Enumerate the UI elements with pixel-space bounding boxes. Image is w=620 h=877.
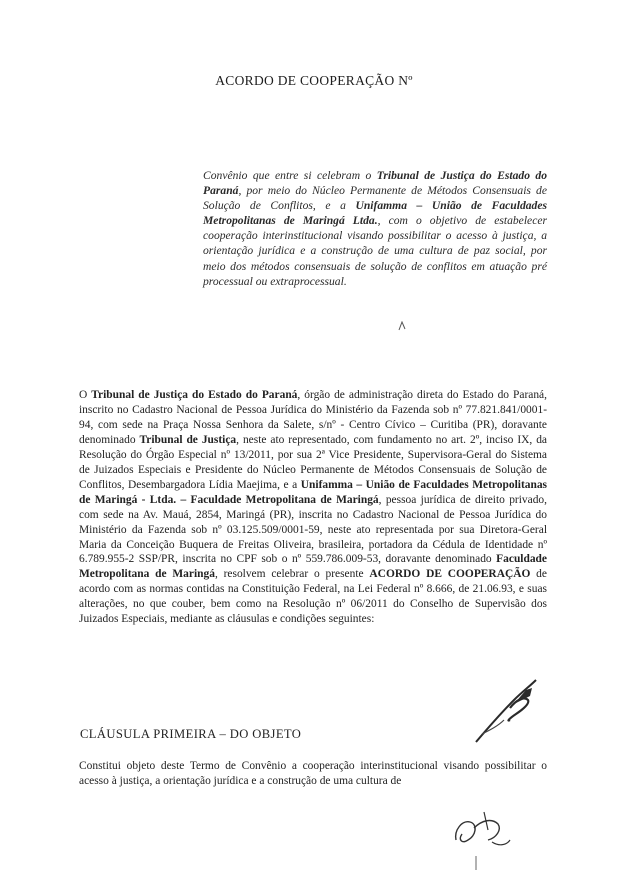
initials-mark [448,800,518,856]
text-run: de acordo com as normas contidas na Constituição Federal, na Lei Federal nº 8.666, de 21.06.93, e suas alterações, no que couber, bem como na Resolução nº 06/2011 do Conselho de Supervisão dos Juizados Especiais, mediante as cláusulas e condições seguintes: [79,568,547,626]
text-run: O [79,389,92,401]
agreement-summary [203,168,547,289]
stray-mark [398,321,406,331]
signature-rubric [470,670,550,750]
text-run: , resolvem celebrar o presente [214,568,370,581]
clause-one-heading: CLÁUSULA PRIMEIRA – DO OBJETO [80,727,302,741]
document-title: ACORDO DE COOPERAÇÃO Nº [215,73,413,88]
agreement-parties-paragraph [79,388,547,627]
bold-text-run: ACORDO DE COOPERAÇÃO [369,568,531,581]
text-run: , órgão de administração direta do Estado do Paraná, inscrito no Cadastro Nacional de Pessoa Jurídica do Ministério da Fazenda sob nº 77.821.841/0001-94, com sede na Praça Nossa Senhora da Salete, s/nº - Centro Cívico – Curitiba (PR), doravante denominado [79,389,547,446]
bold-text-run: Tribunal de Justiça do Estado do Paraná [91,389,298,401]
bold-text-run: Faculdade Metropolitana de Maringá [79,553,547,581]
text-run: , pessoa jurídica de direito privado, com sede na Av. Mauá, 2854, Maringá (PR), inscrita no Cadastro Nacional de Pessoa Jurídica do Ministério da Fazenda sob nº 03.125.509/0001-59, neste ato representada por sua Diretora-Geral Maria da Conceição Buquera de Freitas Oliveira, brasileira, portadora da Cédula de Identidade nº 6.789.955-2 SSP/PR, inscrita no CPF sob o nº 559.786.009-53, doravante denominado [79,493,548,566]
text-run: , por meio do Núcleo Permanente de Métodos Consensuais de Solução de Conflitos, e a [203,184,547,213]
bold-text-run: Tribunal de Justiça do Estado do Paraná [203,169,548,198]
clause-one-text: Constitui objeto deste Termo de Convênio a cooperação interinstitucional visando possibilitar o acesso à justiça, a orientação jurídica e a construção de uma cultura de [79,760,547,787]
text-run: , neste ato representado, com fundamento no art. 2º, inciso IX, da Resolução do Órgão Especial nº 13/2011, por sua 2ª Vice Presidente, Supervisora-Geral do Sistema de Juizados Especiais e Presidente do Núcleo Permanente de Métodos Consensuais de Solução de Conflitos, Desembargadora Lídia Maejima, e a [79,433,547,491]
bold-text-run: Unifamma – União de Faculdades Metropolitanas de Maringá Ltda. [203,199,547,228]
text-run: , com o objetivo de estabelecer cooperação interinstitucional visando possibilitar o acesso à justiça, a orientação jurídica e a construção de uma cultura de paz social, por meio dos métodos consensuais de solução de conflitos em atuação pré processual ou extraprocessual. [203,214,548,288]
scan-speck [473,856,479,870]
text-run: Convênio que entre si celebram o [203,169,377,182]
bold-text-run: Unifamma – União de Faculdades Metropolitanas de Maringá - Ltda. – Faculdade Metropolitana de Maringá [79,478,548,506]
bold-text-run: Tribunal de Justiça [139,433,237,446]
